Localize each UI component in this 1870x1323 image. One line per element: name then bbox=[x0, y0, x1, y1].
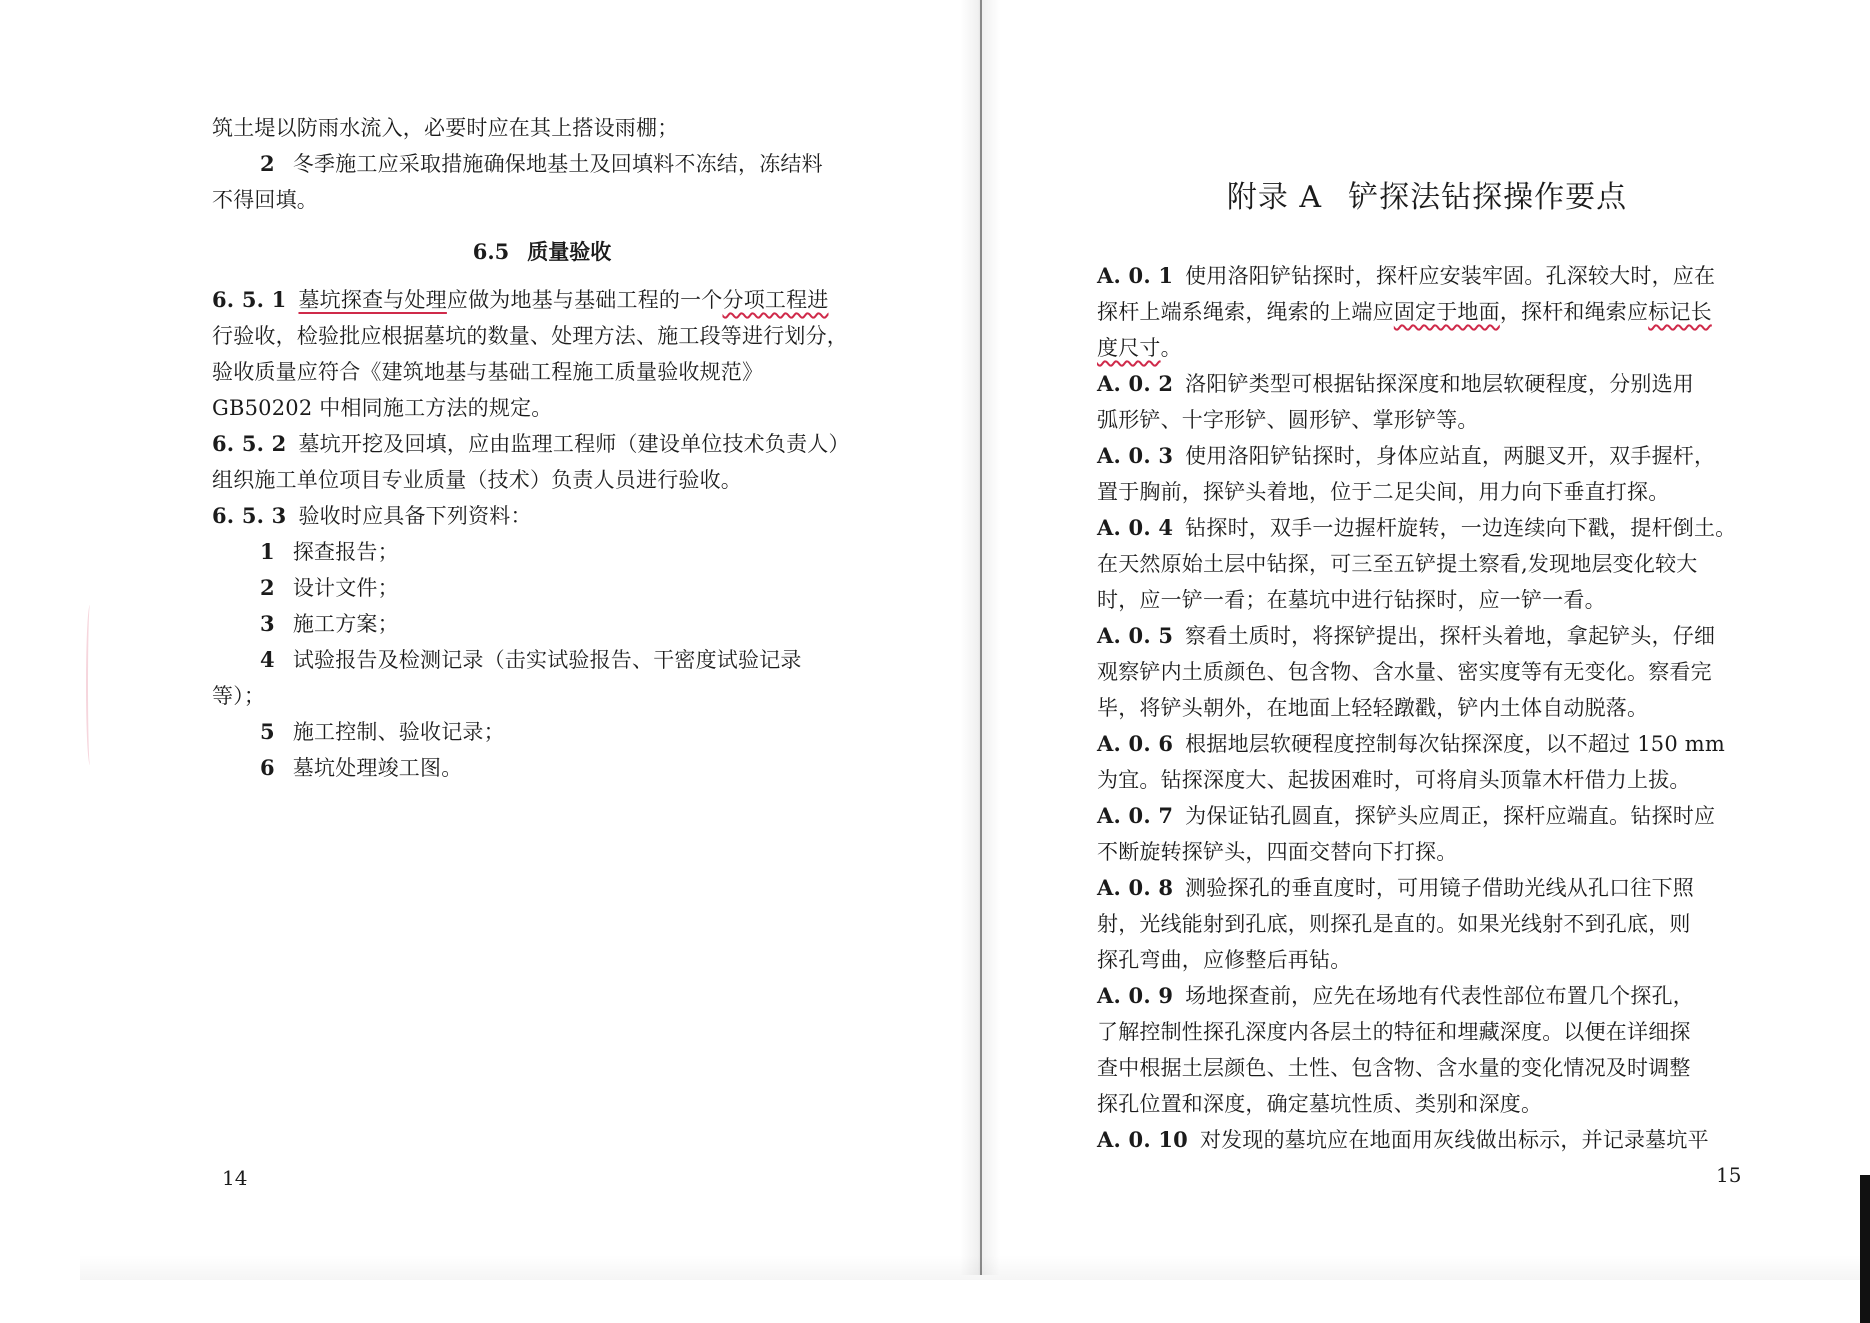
clause-number: A. 0. 4 bbox=[1097, 515, 1174, 540]
item-text: 等）； bbox=[212, 684, 266, 708]
clause-number: A. 0. 8 bbox=[1097, 875, 1174, 900]
list-item bbox=[212, 534, 872, 570]
clause-text: 钻探时，双手一边握杆旋转，一边连续向下戳，提杆倒土。 bbox=[1185, 516, 1737, 540]
item-number: 2 bbox=[260, 151, 275, 176]
item-text: 墓坑处理竣工图。 bbox=[292, 756, 463, 780]
clause-a09-line-1 bbox=[1097, 978, 1757, 1014]
clause-a07-line-1 bbox=[1097, 798, 1757, 834]
item-number: 2 bbox=[260, 575, 275, 600]
clause-number: A. 0. 10 bbox=[1097, 1127, 1188, 1152]
clause-a09-line-3: 查中根据土层颜色、土性、包含物、含水量的变化情况及时调整 bbox=[1097, 1056, 1691, 1080]
section-title bbox=[212, 234, 872, 270]
clause-text: 根据地层软硬程度控制每次钻探深度，以不超过 150 mm bbox=[1185, 732, 1726, 756]
item-text: 施工控制、验收记录； bbox=[292, 720, 505, 744]
clause-a02-line-1 bbox=[1097, 366, 1757, 402]
clause-6-5-1-line-4: GB50202 中相同施工方法的规定。 bbox=[212, 396, 553, 420]
list-item bbox=[212, 714, 872, 750]
item-text: 设计文件； bbox=[292, 576, 399, 600]
clause-number: 6. 5. 1 bbox=[212, 287, 287, 312]
item-text: 试验报告及检测记录（击实试验报告、干密度试验记录 bbox=[292, 648, 802, 672]
item-2-continuation: 不得回填。 bbox=[212, 188, 318, 212]
clause-number: A. 0. 2 bbox=[1097, 371, 1174, 396]
underlined-phrase: 标记长 bbox=[1648, 300, 1712, 324]
clause-6-5-1-line-2: 行验收，检验批应根据墓坑的数量、处理方法、施工段等进行划分， bbox=[212, 324, 848, 348]
continuation-line: 筑土堤以防雨水流入，必要时应在其上搭设雨棚； bbox=[212, 116, 679, 140]
underlined-phrase: 分项工程进 bbox=[722, 288, 829, 312]
clause-number: A. 0. 6 bbox=[1097, 731, 1174, 756]
underlined-phrase: 固定于地面 bbox=[1393, 300, 1500, 324]
section-title-text: 质量验收 bbox=[527, 239, 612, 264]
clause-text: 探杆上端系绳索，绳索的上端应 bbox=[1097, 300, 1394, 324]
clause-text: 测验探孔的垂直度时，可用镜子借助光线从孔口往下照 bbox=[1185, 876, 1694, 900]
clause-text: 场地探查前，应先在场地有代表性部位布置几个探孔， bbox=[1185, 984, 1694, 1008]
clause-a05-line-2: 观察铲内土质颜色、包含物、含水量、密实度等有无变化。察看完 bbox=[1097, 660, 1712, 684]
scan-edge bbox=[1860, 1175, 1870, 1323]
margin-mark bbox=[86, 605, 94, 765]
clause-a06-line-1 bbox=[1097, 726, 1757, 762]
item-2-line bbox=[212, 146, 872, 182]
clause-a06-line-2: 为宜。钻探深度大、起拔困难时，可将肩头顶靠木杆借力上拔。 bbox=[1097, 768, 1691, 792]
clause-text: 应做为地基与基础工程的一个 bbox=[446, 288, 723, 312]
list-item bbox=[212, 606, 872, 642]
section-number: 6.5 bbox=[472, 239, 510, 264]
clause-a01-line-1 bbox=[1097, 258, 1757, 294]
clause-text: 对发现的墓坑应在地面用灰线做出标示，并记录墓坑平 bbox=[1199, 1128, 1709, 1152]
page-gutter bbox=[980, 0, 982, 1275]
item-text: 探查报告； bbox=[292, 540, 399, 564]
clause-a09-line-4: 探孔位置和深度，确定墓坑性质、类别和深度。 bbox=[1097, 1092, 1543, 1116]
scan-bottom-shade bbox=[80, 1255, 1860, 1280]
underlined-phrase: 墓坑探查与处理 bbox=[298, 288, 447, 312]
clause-text: 察看土质时，将探铲提出，探杆头着地，拿起铲头，仔细 bbox=[1185, 624, 1716, 648]
list-item-continuation bbox=[212, 678, 872, 714]
clause-a04-line-3: 时，应一铲一看；在墓坑中进行钻探时，应一铲一看。 bbox=[1097, 588, 1606, 612]
clause-a09-line-2: 了解控制性探孔深度内各层土的特征和埋藏深度。以便在详细探 bbox=[1097, 1020, 1691, 1044]
clause-a07-line-2: 不断旋转探铲头，四面交替向下打探。 bbox=[1097, 840, 1458, 864]
clause-a02-line-2: 弧形铲、十字形铲、圆形铲、掌形铲等。 bbox=[1097, 408, 1479, 432]
clause-a08-line-2: 射，光线能射到孔底，则探孔是直的。如果光线射不到孔底，则 bbox=[1097, 912, 1691, 936]
appendix-number: 附录 A bbox=[1226, 180, 1323, 215]
page-number-right: 15 bbox=[1716, 1163, 1742, 1187]
clause-text: 为保证钻孔圆直，探铲头应周正，探杆应端直。钻探时应 bbox=[1185, 804, 1716, 828]
clause-number: A. 0. 7 bbox=[1097, 803, 1174, 828]
underlined-phrase: 度尺寸 bbox=[1097, 336, 1161, 360]
clause-a04-line-2: 在天然原始土层中钻探，可三至五铲提土察看,发现地层变化较大 bbox=[1097, 552, 1698, 576]
appendix-title bbox=[1097, 176, 1757, 220]
clause-a08-line-1 bbox=[1097, 870, 1757, 906]
item-number: 3 bbox=[260, 611, 275, 636]
clause-a05-line-1 bbox=[1097, 618, 1757, 654]
clause-text: 墓坑开挖及回填，应由监理工程师（建设单位技术负责人） bbox=[298, 432, 850, 456]
item-text: 冬季施工应采取措施确保地基土及回填料不冻结，冻结料 bbox=[292, 152, 823, 176]
clause-a08-line-3: 探孔弯曲，应修整后再钻。 bbox=[1097, 948, 1352, 972]
clause-6-5-1-line-3: 验收质量应符合《建筑地基与基础工程施工质量验收规范》 bbox=[212, 360, 764, 384]
clause-6-5-3-line-1 bbox=[212, 498, 872, 534]
item-text: 施工方案； bbox=[292, 612, 399, 636]
clause-text: 使用洛阳铲钻探时，身体应站直，两腿叉开，双手握杆， bbox=[1185, 444, 1716, 468]
clause-a05-line-3: 毕，将铲头朝外，在地面上轻轻蹾戳，铲内土体自动脱落。 bbox=[1097, 696, 1649, 720]
clause-a03-line-1 bbox=[1097, 438, 1757, 474]
clause-a010-line-1 bbox=[1097, 1122, 1757, 1158]
clause-number: 6. 5. 2 bbox=[212, 431, 287, 456]
list-item bbox=[212, 750, 872, 786]
item-number: 5 bbox=[260, 719, 275, 744]
item-number: 4 bbox=[260, 647, 275, 672]
list-item bbox=[212, 570, 872, 606]
item-number: 6 bbox=[260, 755, 275, 780]
clause-number: A. 0. 1 bbox=[1097, 263, 1174, 288]
clause-text: 。 bbox=[1160, 336, 1182, 360]
clause-number: A. 0. 9 bbox=[1097, 983, 1174, 1008]
clause-a04-line-1 bbox=[1097, 510, 1757, 546]
item-number: 1 bbox=[260, 539, 275, 564]
clause-6-5-2-line-1 bbox=[212, 426, 872, 462]
clause-number: A. 0. 5 bbox=[1097, 623, 1174, 648]
clause-text: 验收时应具备下列资料： bbox=[298, 504, 532, 528]
list-item bbox=[212, 642, 872, 678]
clause-number: A. 0. 3 bbox=[1097, 443, 1174, 468]
clause-number: 6. 5. 3 bbox=[212, 503, 287, 528]
clause-6-5-2-line-2: 组织施工单位项目专业质量（技术）负责人员进行验收。 bbox=[212, 468, 742, 492]
page-number-left: 14 bbox=[222, 1166, 248, 1190]
clause-a03-line-2: 置于胸前，探铲头着地，位于二足尖间，用力向下垂直打探。 bbox=[1097, 480, 1670, 504]
clause-text: 使用洛阳铲钻探时，探杆应安装牢固。孔深较大时，应在 bbox=[1185, 264, 1716, 288]
clause-a01-line-3 bbox=[1097, 330, 1757, 366]
clause-6-5-1-line-1 bbox=[212, 282, 872, 318]
clause-text: 洛阳铲类型可根据钻探深度和地层软硬程度，分别选用 bbox=[1185, 372, 1694, 396]
clause-a01-line-2 bbox=[1097, 294, 1757, 330]
appendix-title-text: 铲探法钻探操作要点 bbox=[1348, 180, 1628, 215]
clause-text: ，探杆和绳索应 bbox=[1499, 300, 1649, 324]
